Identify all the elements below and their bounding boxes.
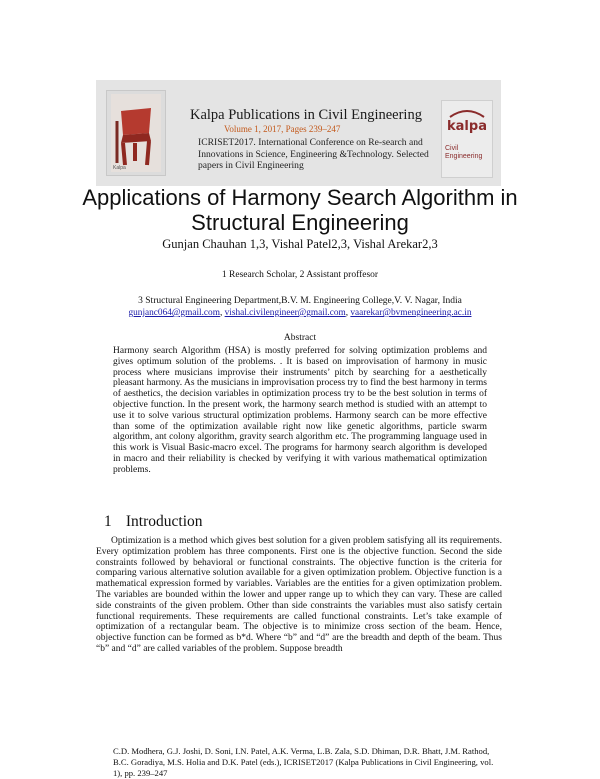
abstract-text: Harmony search Algorithm (HSA) is mostly preferred for solving optimization problems and gives optimum solution of the problems. . It is based on improvisation of harmony in music process where musicians improvise their instruments’ pitch by searching for a aesthetically pleasant harmony. As the musicians in improvisation process try to find the best harmony in terms of aesthetics, the decision variables in optimization process try to be the best solution in terms of objective function. In the present work, the harmony search method is studied with an attempt to use it to solve various structural optimization problems. Harmony search can be more effective than some of the optimization available right now like genetic algorithms, particle swarm algorithm, ant colony algorithm, gravity search algorithm etc. The programming language used in this work is Visual Basic-macro excel. The programs for harmony search algorithm is developed in macro and their reliability is checked by verifying it with various mathematical optimization problems. [113,346,487,475]
kalpa-logo [441,100,493,178]
svg-text:Kalpa: Kalpa [113,165,126,171]
author-roles: 1 Research Scholar, 2 Assistant proffesor [221,270,379,280]
logo-brand: kalpa [447,119,487,134]
paper-authors: Gunjan Chauhan 1,3, Vishal Patel2,3, Vishal Arekar2,3 [162,237,438,251]
chair-icon [107,91,165,175]
email-link-3[interactable]: vaarekar@bvmengineering.ac.in [350,308,472,318]
footer-citation: C.D. Modhera, G.J. Joshi, D. Soni, I.N. Patel, A.K. Verma, L.B. Zala, S.D. Dhiman, D.R. Bhatt, J.M. Rathod, B.C. Goradiya, M.S. Holia and D.K. Patel (eds.), ICRISET2017 (Kalpa Publications in Civil Engineering, vol. 1), pp. 239–247 [113,746,494,778]
email-link-2[interactable]: vishal.civilengineer@gmail.com [224,308,346,318]
section-heading-introduction [104,513,203,531]
publication-title: Kalpa Publications in Civil Engineering [190,107,422,123]
book-logo [106,90,166,176]
section-number: 1 [104,513,112,530]
section-title: Introduction [125,513,203,530]
introduction-text: Optimization is a method which gives best solution for a given problem satisfying all its requirements. Every optimization problem has three components. First one is the objective function. Second the side constraints followed by behavioral or functional constraints. The objective function is the criteria for comparing various alternative solution available for a given optimization problem. Objective function is a mathematical expression formed by variables. Variables are the entities for a given optimization problem. The variables are bounded within the lower and upper range up to which they can vary. These are called side constraints of the given problem. Other than side constraints the variables must also satisfy certain functional requirements. These requirements are called functional constraints. Let’s take example of optimization of a rectangular beam. The objective is to minimize cross section of the beam. Hence, objective function can be formed as b*d. Where “b” and “d” are the breadth and depth of the beam. Thus “b” and “d” are called variables of the problem. Suppose breadth [96,536,502,654]
publication-description: ICRISET2017. International Conference on Re-search and Innovations in Science, Engineering &Technology. Selected papers in Civil Engineering [198,137,429,172]
abstract-heading: Abstract [283,333,317,343]
author-affiliation: 3 Structural Engineering Department,B.V. M. Engineering College,V. V. Nagar, India [138,296,462,306]
publication-volume: Volume 1, 2017, Pages 239–247 [224,124,341,134]
author-emails: gunjanc064@gmail.com, vishal.civilengineer@gmail.com, vaarekar@bvmengineering.ac.in [128,308,472,318]
email-link-1[interactable]: gunjanc064@gmail.com [128,308,220,318]
logo-subtitle: Civil Engineering [445,145,483,160]
paper-title: Applications of Harmony Search Algorithm in Structural Engineering [82,185,518,235]
